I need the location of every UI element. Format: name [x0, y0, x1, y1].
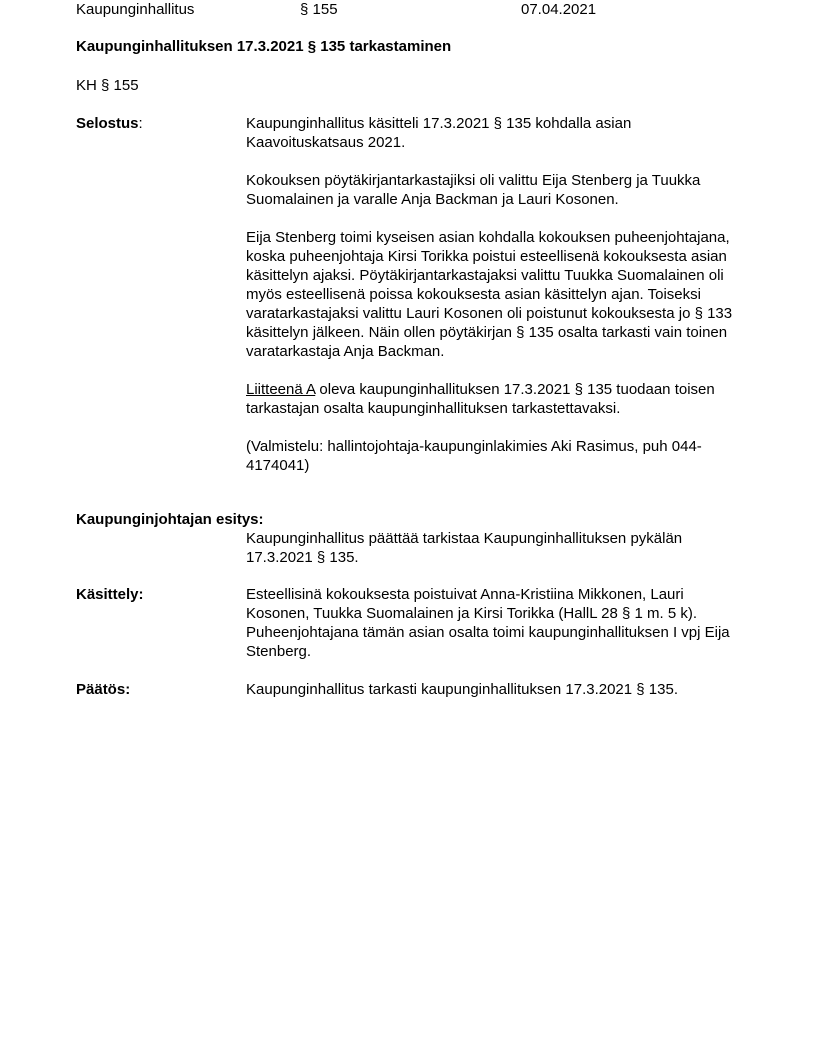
selostus-paragraph: Kaupunginhallitus käsitteli 17.3.2021 § 135 kohdalla asian Kaavoituskatsaus 2021. — [246, 115, 632, 151]
attachment-text: oleva kaupunginhallituksen 17.3.2021 § 135 tuodaan toisen tarkastajan osalta kaupunginhallituksen tarkastettavaksi. — [246, 381, 715, 417]
header-organization: Kaupunginhallitus — [76, 1, 195, 18]
paatos-label: Päätös: — [76, 681, 131, 698]
kasittely-text: Esteellisinä kokouksesta poistuivat Anna-Kristiina Mikkonen, Lauri Kosonen, Tuukka Suomalainen ja Kirsi Torikka (HallL 28 § 1 m. 5 k). Puheenjohtajana tämän asian osalta toimi kaupunginhallituksen I vpj Eija Stenberg. — [246, 586, 730, 660]
page-header — [76, 0, 776, 20]
selostus-label-text: Selostus — [76, 115, 139, 132]
esitys-text: Kaupunginhallitus päättää tarkistaa Kaupunginhallituksen pykälän 17.3.2021 § 135. — [246, 530, 683, 566]
attachment-link[interactable]: Liitteenä A — [246, 381, 316, 398]
kasittely-label: Käsittely: — [76, 586, 144, 603]
selostus-paragraph: Eija Stenberg toimi kyseisen asian kohdalla kokouksen puheenjohtajana, koska puheenjohtaja Kirsi Torikka poistui esteellisenä kokouksesta asian käsittelyn ajaksi. Pöytäkirjantarkastajaksi valittu Tuukka Suomalainen oli myös esteellisenä poissa kokouksesta asian käsittelyn ajan. Toiseksi varatarkastajaksi valittu Lauri Kosonen oli poistunut kokouksesta jo § 133 käsittelyn jälkeen. Näin ollen pöytäkirjan § 135 osalta tarkasti vain toinen varatarkastaja Anja Backman. — [246, 229, 733, 360]
kasittely-body — [246, 585, 746, 661]
document-title: Kaupunginhallituksen 17.3.2021 § 135 tarkastaminen — [76, 38, 452, 55]
selostus-label-colon: : — [138, 115, 143, 132]
selostus-body — [246, 114, 746, 475]
attachment-paragraph — [246, 380, 746, 418]
esitys-label: Kaupunginjohtajan esitys: — [76, 511, 264, 528]
paatos-body — [246, 680, 746, 699]
selostus-label — [76, 114, 143, 133]
esitys-body — [246, 529, 746, 567]
header-date: 07.04.2021 — [521, 1, 597, 18]
header-section: § 155 — [300, 1, 338, 18]
selostus-paragraph: Kokouksen pöytäkirjantarkastajiksi oli valittu Eija Stenberg ja Tuukka Suomalainen ja varalle Anja Backman ja Lauri Kosonen. — [246, 172, 701, 208]
paatos-text: Kaupunginhallitus tarkasti kaupunginhallituksen 17.3.2021 § 135. — [246, 681, 678, 698]
section-reference: KH § 155 — [76, 77, 139, 94]
preparer-note: (Valmistelu: hallintojohtaja-kaupunginlakimies Aki Rasimus, puh 044-4174041) — [246, 438, 702, 474]
